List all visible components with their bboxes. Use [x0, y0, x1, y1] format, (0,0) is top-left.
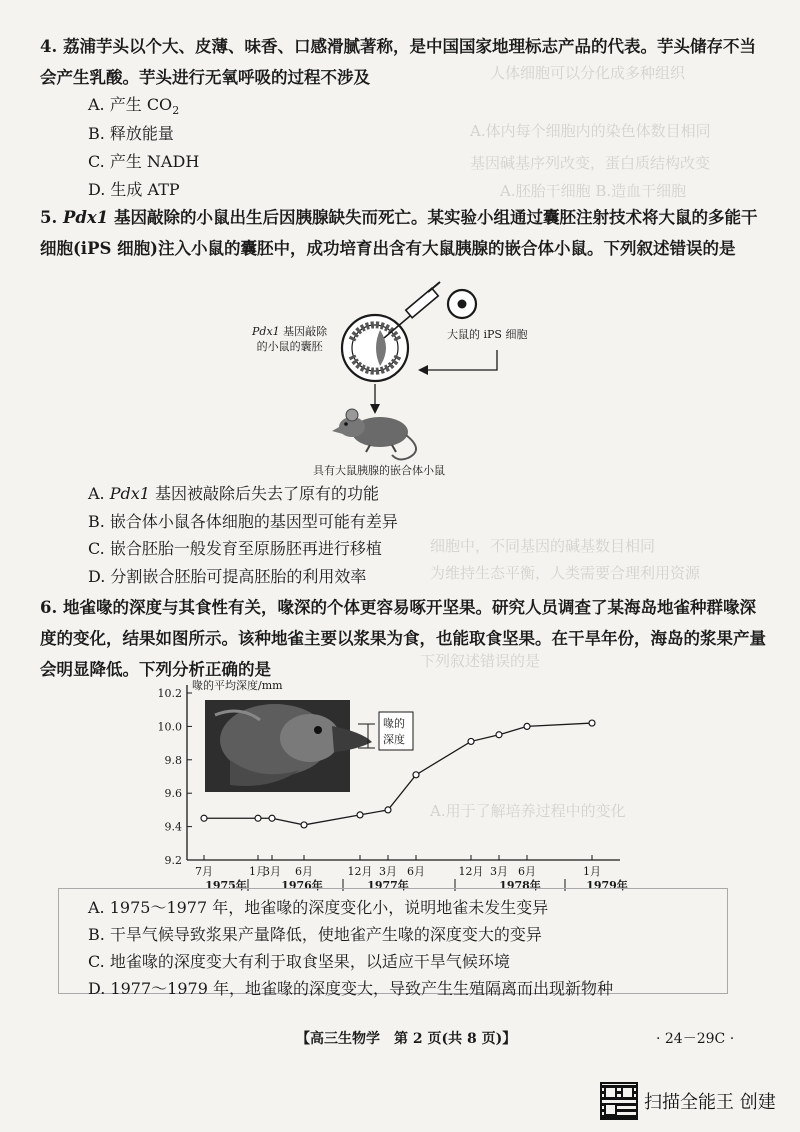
- chart-ylabel: 喙的平均深度/mm: [192, 679, 283, 692]
- q6-option-a: A. 1975～1977 年，地雀喙的深度变化小，说明地雀未发生变异: [88, 898, 549, 917]
- embryo-label: Pdx1 基因敲除 的小鼠的囊胚: [252, 325, 328, 353]
- chart-y-tick-label: 9.4: [164, 820, 182, 834]
- q5-option-c: C. 嵌合胚胎一般发育至原肠胚再进行移植: [88, 539, 382, 558]
- chart-year-label: 1977年: [367, 879, 409, 892]
- chart-point: [413, 772, 419, 778]
- chart-x-tick-label: 1月: [583, 865, 601, 878]
- chart-point: [385, 807, 391, 813]
- chart-point: [269, 815, 275, 821]
- mouse-label: 具有大鼠胰腺的嵌合体小鼠: [313, 464, 445, 477]
- chart-year-label: 1975年: [205, 879, 247, 892]
- chart-y-tick-label: 9.6: [164, 787, 182, 801]
- q6-stem: 6. 地雀喙的深度与其食性有关，喙深的个体更容易啄开坚果。研究人员调查了某海岛地雀种群喙深度的变化，结果如图所示。该种地雀主要以浆果为食，也能取食坚果。在干旱年份，海岛的浆果产量会明显降低。下列分析正确的是: [40, 598, 766, 679]
- q6-option-d: D. 1977～1979 年，地雀喙的深度变大，导致产生生殖隔离而出现新物种: [88, 979, 613, 998]
- page-footer-title: 【高三生物学 第 2 页(共 8 页)】: [296, 1031, 517, 1047]
- q5-option-b: B. 嵌合体小鼠各体细胞的基因型可能有差异: [88, 512, 398, 531]
- q5-option-d: D. 分割嵌合胚胎可提高胚胎的利用效率: [88, 567, 367, 586]
- q4-option-c: C. 产生 NADH: [88, 152, 200, 171]
- beak-depth-label-1: 喙的: [383, 717, 405, 730]
- ghost-text: 细胞中，不同基因的碱基数目相同: [430, 537, 656, 555]
- chart-x-tick-label: 12月: [347, 865, 373, 878]
- chart-x-tick-label: 6月: [407, 865, 425, 878]
- chart-point: [255, 815, 261, 821]
- watermark-text: 扫描全能王 创建: [644, 1092, 776, 1113]
- ghost-text: A.用于了解培养过程中的变化: [430, 802, 626, 820]
- chart-y-tick-label: 9.8: [164, 753, 182, 767]
- chart-y-tick-label: 9.2: [164, 854, 182, 867]
- q4-option-a: A. 产生 $CO_2$: [88, 95, 180, 118]
- chart-point: [301, 822, 307, 828]
- chart-point: [357, 812, 363, 818]
- chart-year-label: 1979年: [586, 879, 628, 892]
- q4-stem: 4. 荔浦芋头以个大、皮薄、味香、口感滑腻著称，是中国国家地理标志产品的代表。芋头储存不当会产生乳酸。芋头进行无氧呼吸的过程不涉及: [40, 37, 756, 87]
- chart-x-tick-label: 12月: [458, 865, 484, 878]
- q5-option-a: A. Pdx1 基因被敲除后失去了原有的功能: [88, 484, 380, 503]
- ghost-text: 基因碱基序列改变，蛋白质结构改变: [470, 154, 711, 172]
- chart-x-tick-label: 7月: [195, 865, 213, 878]
- chart-point: [589, 720, 595, 726]
- chart-x-tick-label: 3月: [263, 865, 281, 878]
- q5-stem: 5. Pdx1 基因敲除的小鼠出生后因胰腺缺失而死亡。某实验小组通过囊胚注射技术将大鼠的多能干细胞(iPS 细胞)注入小鼠的囊胚中，成功培育出含有大鼠胰腺的嵌合体小鼠。下列叙述错误的是: [40, 208, 758, 258]
- chart-y-tick-label: 10.2: [157, 687, 182, 700]
- q6-option-b: B. 干旱气候导致浆果产量降低，使地雀产生喙的深度变大的变异: [88, 925, 542, 944]
- chart-y-tick-label: 10.0: [157, 720, 182, 734]
- q4-option-b: B. 释放能量: [88, 124, 174, 143]
- q6-option-c: C. 地雀喙的深度变大有利于取食坚果，以适应干旱气候环境: [88, 952, 510, 971]
- chart-x-tick-label: 1月: [249, 865, 267, 878]
- qr-code-icon: [600, 1082, 638, 1120]
- ghost-text: 为维持生态平衡，人类需要合理利用资源: [430, 564, 701, 582]
- chart-year-label: 1976年: [281, 879, 323, 892]
- ghost-text: 人体细胞可以分化成多种组织: [490, 64, 686, 82]
- ips-label: 大鼠的 iPS 细胞: [447, 328, 528, 341]
- chart-x-tick-label: 3月: [490, 865, 508, 878]
- q4-option-d: D. 生成 ATP: [88, 180, 180, 199]
- ghost-text: A.体内每个细胞内的染色体数目相同: [470, 122, 711, 140]
- chart-x-tick-label: 3月: [379, 865, 397, 878]
- chart-year-label: 1978年: [499, 879, 541, 892]
- bird-photo: [205, 700, 372, 792]
- chart-point: [496, 732, 502, 738]
- page-footer-code: · 24－29C ·: [656, 1031, 735, 1047]
- chart-point: [201, 815, 207, 821]
- chart-point: [524, 723, 530, 729]
- ghost-text: 下列叙述错误的是: [420, 652, 541, 670]
- beak-depth-label-2: 深度: [383, 733, 405, 746]
- chart-x-tick-label: 6月: [518, 865, 536, 878]
- chart-point: [468, 738, 474, 744]
- ghost-text: A.胚胎干细胞 B.造血干细胞: [500, 182, 687, 200]
- chart-x-tick-label: 6月: [295, 865, 313, 878]
